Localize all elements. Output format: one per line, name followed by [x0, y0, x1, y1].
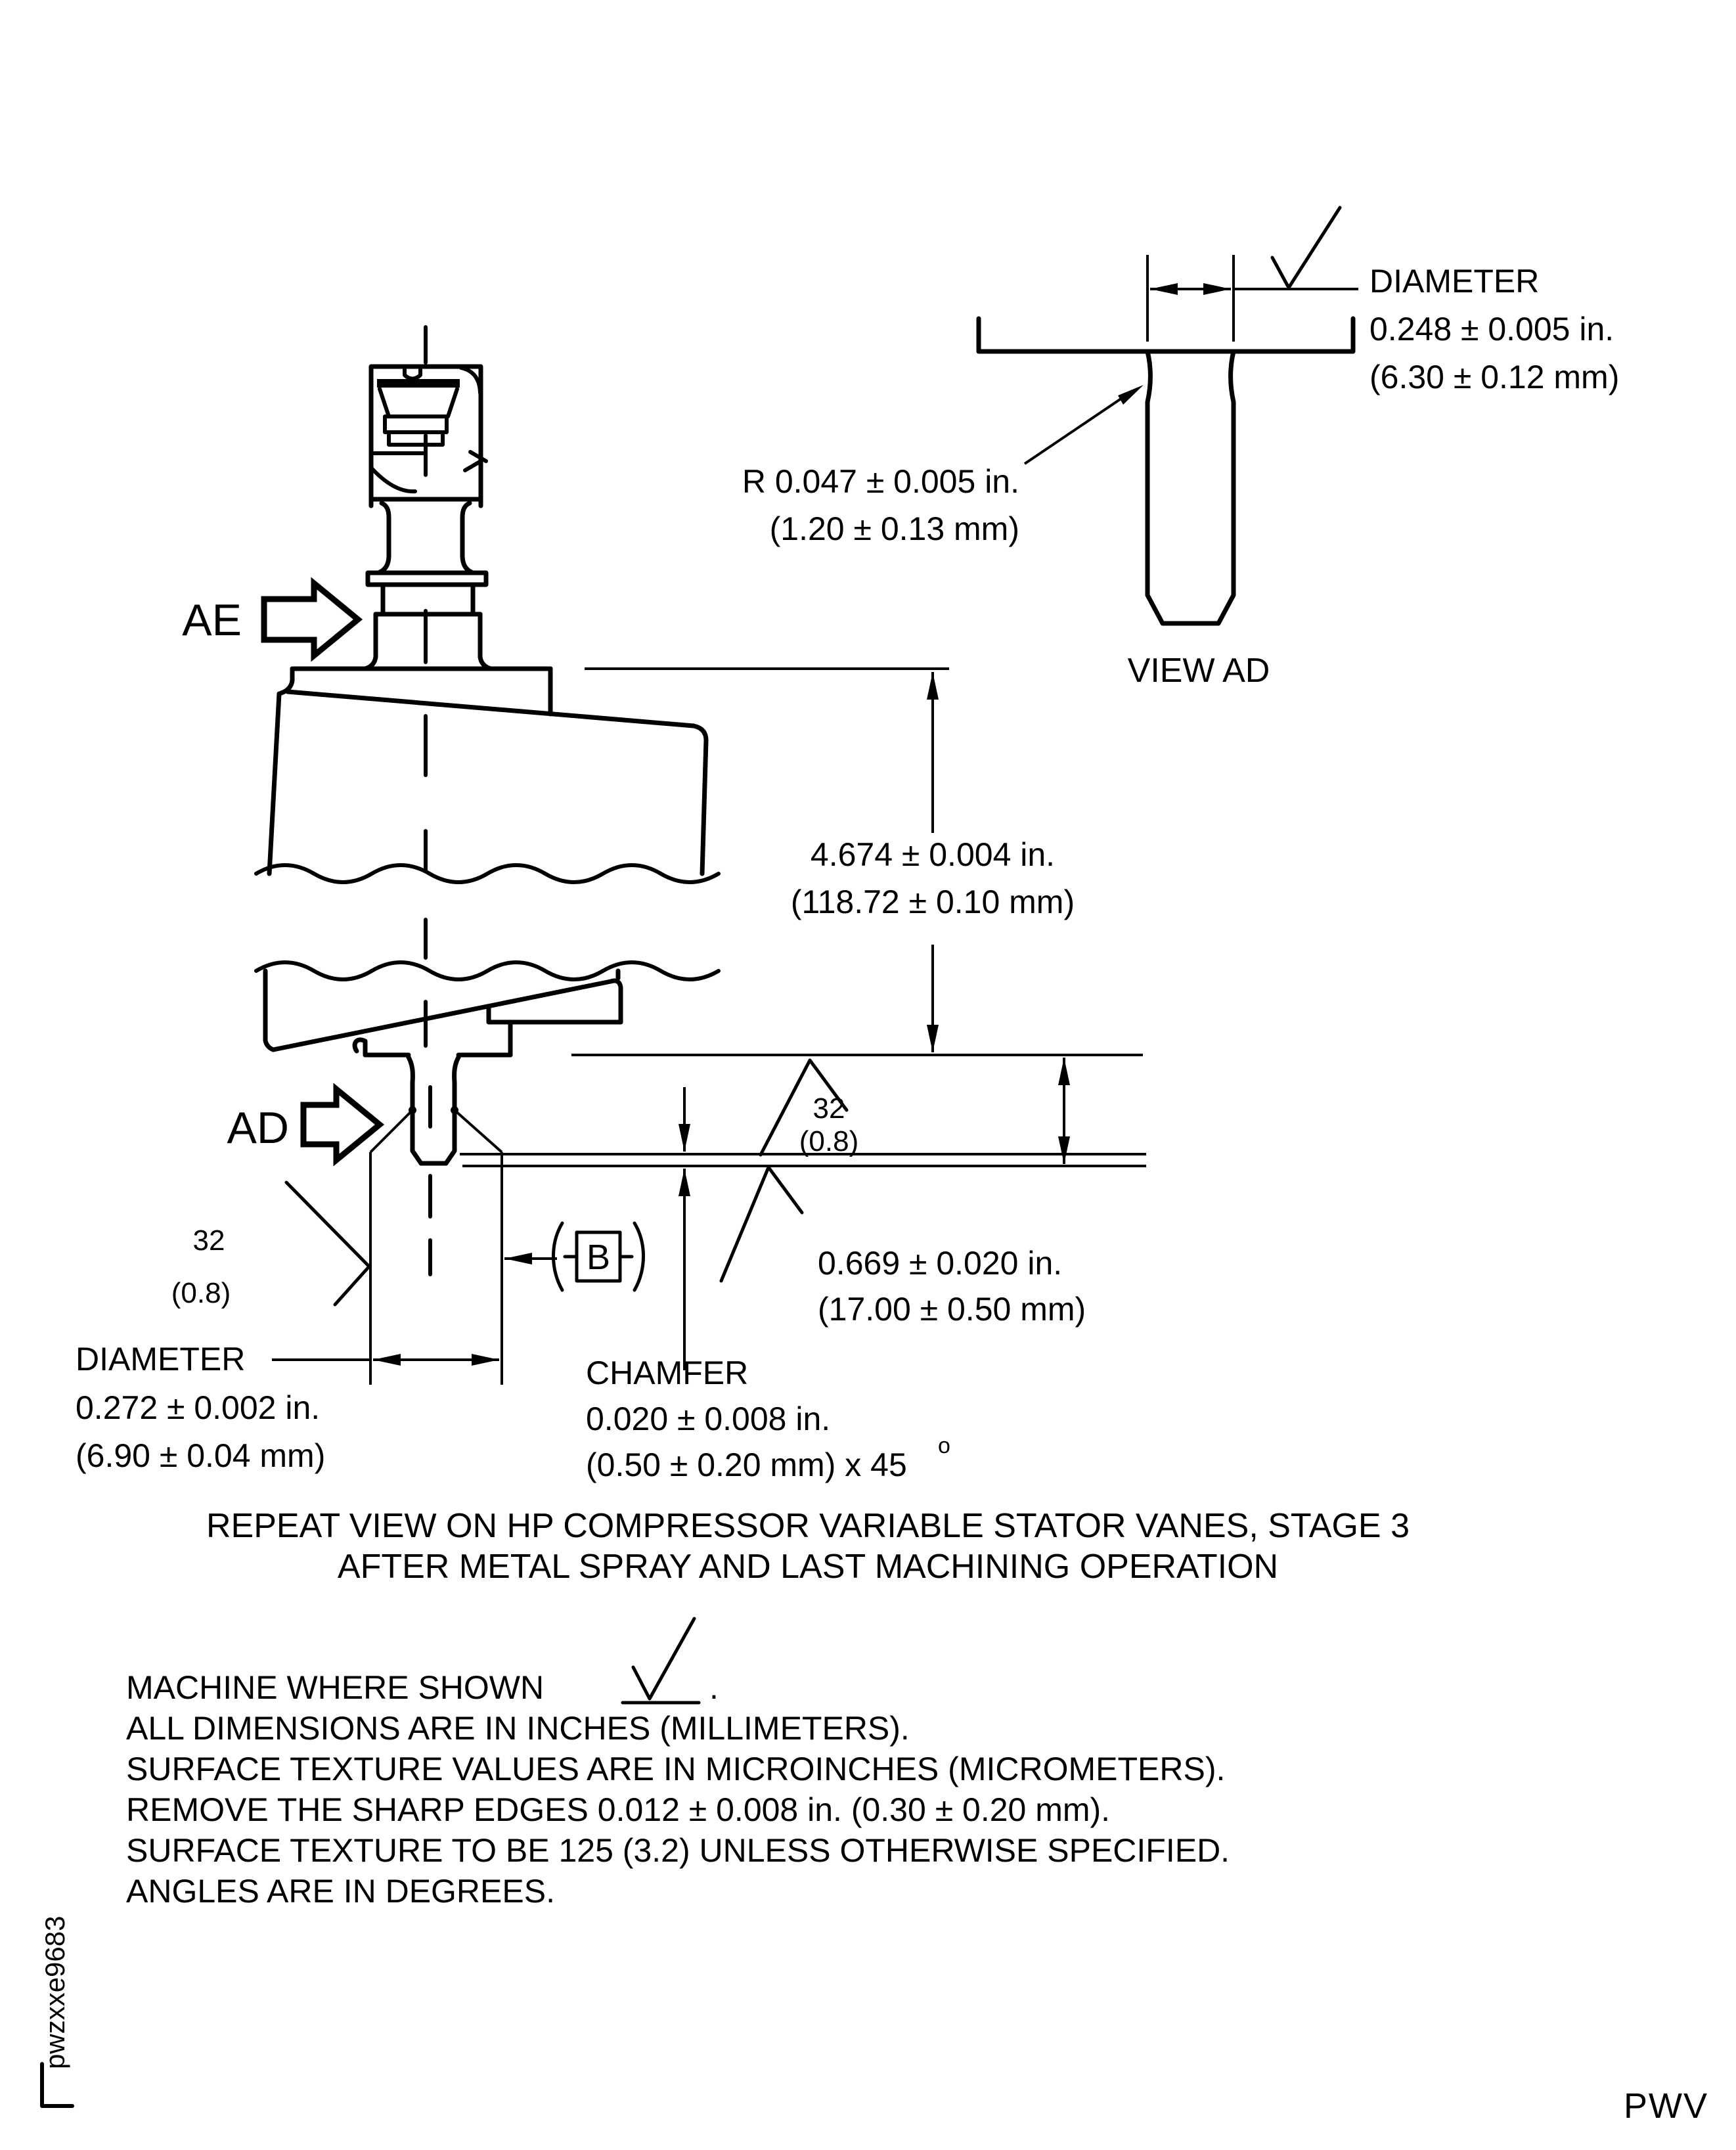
ae-callout — [182, 583, 358, 656]
note-angles: ANGLES ARE IN DEGREES. — [126, 1873, 555, 1910]
ad-arrow-icon — [303, 1089, 380, 1160]
head-corner-arc — [461, 368, 480, 393]
note-finish-symbol — [623, 1619, 699, 1703]
datum-b — [504, 1223, 644, 1290]
radius-in: R 0.047 ± 0.005 in. — [742, 463, 1019, 500]
detail-platform-line — [979, 319, 1353, 351]
note1-period: . — [709, 1669, 719, 1706]
detail-dia-mm: (6.30 ± 0.12 mm) — [1369, 359, 1620, 395]
datum-letter: B — [586, 1238, 611, 1277]
length-dimension — [791, 672, 1075, 1052]
pin-diameter-dimension — [76, 1341, 499, 1474]
view-ad-detail — [742, 208, 1620, 690]
detail-radius-callout — [742, 385, 1144, 547]
doc-code-bracket — [42, 2064, 72, 2106]
datum-paren-left — [554, 1223, 563, 1290]
spindle-shaft — [365, 499, 491, 669]
pin-dia-mm: (6.90 ± 0.04 mm) — [76, 1437, 326, 1474]
surface-finish-mid — [761, 1060, 858, 1157]
caption-line1: REPEAT VIEW ON HP COMPRESSOR VARIABLE STATOR VANES, STAGE 3 — [206, 1507, 1410, 1545]
spindle-head — [371, 367, 486, 499]
surface-finish-pin-end — [721, 1167, 802, 1281]
break-lines — [256, 865, 719, 979]
main-view — [76, 327, 1146, 1483]
degree-superscript: o — [938, 1433, 950, 1458]
flange — [368, 573, 486, 585]
detail-diameter-dimension — [1147, 255, 1358, 342]
lower-platform — [265, 971, 621, 1055]
note-dimensions: ALL DIMENSIONS ARE IN INCHES (MILLIMETERS). — [126, 1710, 910, 1747]
detail-finish-symbol — [1272, 208, 1340, 288]
radius-mm: (1.20 ± 0.13 mm) — [769, 510, 1019, 547]
detail-dia-label: DIAMETER — [1369, 263, 1540, 300]
note-sharp-edges: REMOVE THE SHARP EDGES 0.012 ± 0.008 in. (0.30 ± 0.20 mm). — [126, 1791, 1111, 1828]
ad-callout — [227, 1089, 380, 1160]
chamfer-dim-in: 0.020 ± 0.008 in. — [586, 1400, 831, 1437]
notes-block — [126, 1619, 1230, 1910]
chamfer-label: CHAMFER — [586, 1355, 749, 1391]
note-surface-values: SURFACE TEXTURE VALUES ARE IN MICROINCHES (MICROMETERS). — [126, 1751, 1226, 1787]
caption — [206, 1507, 1410, 1586]
length-dim-mm: (118.72 ± 0.10 mm) — [790, 884, 1075, 920]
view-ad-label: VIEW AD — [1127, 652, 1270, 690]
note-surface-default: SURFACE TEXTURE TO BE 125 (3.2) UNLESS OTHERWISE SPECIFIED. — [126, 1832, 1230, 1869]
head-tab — [405, 368, 420, 379]
caption-line2: AFTER METAL SPRAY AND LAST MACHINING OPERATION — [337, 1548, 1279, 1586]
datum-paren-right — [634, 1223, 644, 1290]
ae-arrow-icon — [264, 583, 358, 656]
bottom-pin — [407, 1055, 460, 1163]
ae-label: AE — [182, 595, 242, 645]
finish-left-value: 32 — [192, 1224, 225, 1257]
finish-mid-value: 32 — [812, 1092, 845, 1125]
detail-dia-in: 0.248 ± 0.005 in. — [1369, 311, 1614, 347]
detail-pin — [1147, 351, 1234, 623]
page-code: PWV — [1624, 2086, 1709, 2126]
pin-dia-in: 0.272 ± 0.002 in. — [76, 1389, 321, 1426]
ad-label: AD — [227, 1103, 289, 1153]
radius-arrowhead — [1118, 385, 1144, 405]
protrusion-dim-in: 0.669 ± 0.020 in. — [818, 1245, 1063, 1282]
note-machine-where-shown: MACHINE WHERE SHOWN — [126, 1669, 545, 1706]
protrusion-dim-mm: (17.00 ± 0.50 mm) — [818, 1291, 1086, 1328]
footer — [39, 1916, 1708, 2126]
chamfer-dim-mm: (0.50 ± 0.20 mm) x 45 — [586, 1446, 907, 1483]
finish-left-metric: (0.8) — [171, 1277, 231, 1309]
chamfer-dimension — [586, 1087, 950, 1483]
centerline — [426, 327, 430, 1274]
length-dim-in: 4.674 ± 0.004 in. — [810, 836, 1056, 873]
upper-platform — [269, 669, 706, 874]
surface-finish-left — [171, 1182, 369, 1309]
doc-code: pwzxxe9683 — [39, 1915, 70, 2069]
pin-dia-label: DIAMETER — [76, 1341, 246, 1377]
finish-mid-metric: (0.8) — [799, 1125, 859, 1157]
head-slot-bar — [377, 379, 460, 388]
protrusion-dimension — [818, 1058, 1086, 1328]
